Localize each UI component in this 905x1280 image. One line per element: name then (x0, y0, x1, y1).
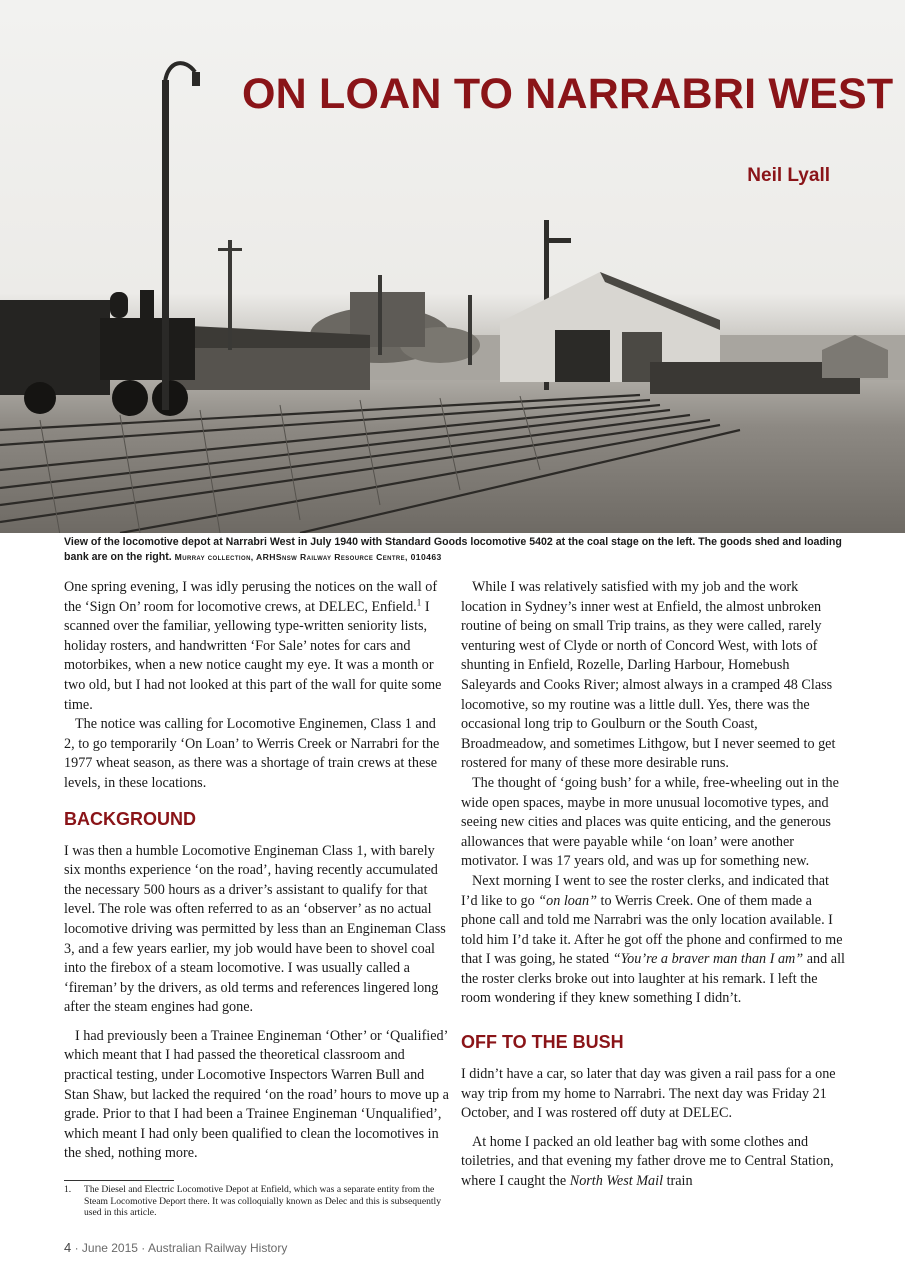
lamp-arm (165, 63, 195, 82)
paragraph (461, 1133, 846, 1192)
footnote-number: 1. (64, 1184, 72, 1195)
right-column (461, 578, 846, 1192)
left-column (64, 578, 449, 1164)
paragraph-text: to Werris Creek. One of them made a phone call and told me Narrabri was the only location available. I told him I’d take it. After he got off the phone and confirmed to me that I was going, he stated (461, 892, 843, 968)
lamp-post (162, 80, 169, 410)
photo-caption (64, 535, 844, 565)
locomotive-chimney (140, 290, 154, 320)
emphasis-text: “You’re a braver man than I am” (612, 951, 804, 968)
locomotive-tender (0, 300, 110, 395)
paragraph: I didn’t have a car, so later that day was given a rail pass for a one way trip from my home to Narrabri. The next day was Friday 21 October, and I was rostered off duty at DELEC. (461, 1066, 836, 1122)
locomotive-wheel (152, 380, 188, 416)
footnote (64, 1184, 449, 1219)
footnote-text: The Diesel and Electric Locomotive Depot at Enfield, which was a separate entity from the Steam Locomotive Deport there. It was colloquially known as Delec and this is subsequently used in this article. (84, 1184, 442, 1218)
locomotive-dome (110, 292, 128, 318)
article-author: Neil Lyall (747, 165, 830, 186)
signal-arm (549, 238, 571, 243)
paragraph-text: and all the roster clerks broke out into laughter at his remark. I left the room wondering if they knew something I didn’t. (461, 951, 845, 1007)
emphasis-text: “on loan” (538, 892, 597, 909)
paragraph-text: One spring evening, I was idly perusing the notices on the wall of the ‘Sign On’ room for locomotive crews, at DELEC, Enfield. (64, 579, 438, 615)
paragraph-text: Next morning I went to see the roster clerks, and indicated that I’d like to go (461, 872, 829, 909)
paragraph-text: train (663, 1173, 693, 1190)
folio-text: · June 2015 · Australian Railway History (71, 1241, 288, 1255)
railway-tracks (0, 395, 740, 533)
coal-stage-wall (170, 348, 370, 390)
locomotive-boiler (100, 318, 195, 380)
paragraph: The notice was calling for Locomotive Enginemen, Class 1 and 2, to go temporarily ‘On Loan’ to Werris Creek or Narrabri for the 1977 wheat season, as there was a shortage of train crews at these levels, in these locations. (64, 716, 440, 791)
paragraph (64, 578, 449, 715)
emphasis-text: North West Mail (569, 1173, 664, 1190)
telegraph-pole (378, 275, 382, 355)
article-title: ON LOAN TO NARRABRI WEST (242, 70, 894, 118)
telegraph-pole (468, 295, 472, 365)
pole-crossarm (218, 248, 242, 251)
paragraph: I was then a humble Locomotive Engineman Class 1, with barely six months experience ‘on the road’, having recently accumulated the necessary 500 hours as a driver’s assistant to qualify for that level. The role was often referred to as an ‘observer’ as no actual locomotive driving was permitted by less than an Engineman Class 3, and a few years earlier, my job would have been to shovel coal into the firebox of a steam locomotive. I was usually called a ‘fireman’ by the drivers, as old terms and references lingered long after the steam engines had gone. (64, 842, 446, 1016)
page-folio (64, 1240, 287, 1255)
footnote-ref: 1 (416, 596, 422, 607)
telegraph-pole (228, 240, 232, 350)
paragraph: While I was relatively satisfied with my job and the work location in Sydney’s inner west at Enfield, the almost unbroken routine of being on small Trip trains, as they were called, rarely venturing west of Clyde or north of Concord West, with lots of shunting in Enfield, Rozelle, Darling Harbour, Homebush Saleyards and Cooks River; almost always in a cramped 48 Class locomotive, so my routine was a little dull. Yes, there was the occasional long trip to Goulburn or the South Coast, Broadmeadow, and sometimes Lithgow, but I never seemed to get rostered for many of these more desirable runs. (461, 579, 836, 772)
paragraph-text: I scanned over the familiar, yellowing type-written seniority lists, holiday rosters, and handwritten ‘For Sale’ notes for cars and motorbikes, when a new notice caught my eye. It was a month or two old, but I had not looked at this part of the wall for quite some time. (64, 598, 442, 713)
goods-shed-door (555, 330, 610, 382)
lamp-head (192, 72, 200, 86)
paragraph: The thought of ‘going bush’ for a while, free-wheeling out in the wide open spaces, maybe in more unusual locomotive types, and seeing new cities and places was quite enticing, and the generous allowances that were payable while ‘on loan’ were another motivator. I was 17 years old, and was up for something new. (461, 774, 839, 870)
page-number: 4 (64, 1240, 72, 1255)
section-heading-off-to-the-bush: OFF TO THE BUSH (461, 1032, 624, 1053)
locomotive-wheel (24, 382, 56, 414)
footnote-rule (64, 1180, 174, 1181)
locomotive-wheel (112, 380, 148, 416)
photo-credit: Murray collection, ARHSnsw Railway Resource Centre, 010463 (174, 552, 442, 562)
paragraph (461, 872, 846, 1009)
section-heading-background: BACKGROUND (64, 808, 196, 829)
paragraph: I had previously been a Trainee Engineman ‘Other’ or ‘Qualified’ which meant that I had passed the theoretical classroom and practical testing, under Locomotive Inspectors Warren Bull and Stan Shaw, but lacked the required ‘on the road’ hours to move up a grade. Prior to that I had been a Trainee Engineman ‘Unqualified’, which meant I had only been qualified to clean the locomotives in the shed, nothing more. (64, 1027, 449, 1162)
railway-sleepers (40, 396, 540, 533)
caption-text: View of the locomotive depot at Narrabri West in July 1940 with Standard Goods locomotive 5402 at the coal stage on the left. The goods shed and loading bank are on the right. (64, 536, 842, 563)
paragraph-text: At home I packed an old leather bag with some clothes and toiletries, and that evening my father drove me to Central Station, where I caught the (461, 1133, 834, 1190)
